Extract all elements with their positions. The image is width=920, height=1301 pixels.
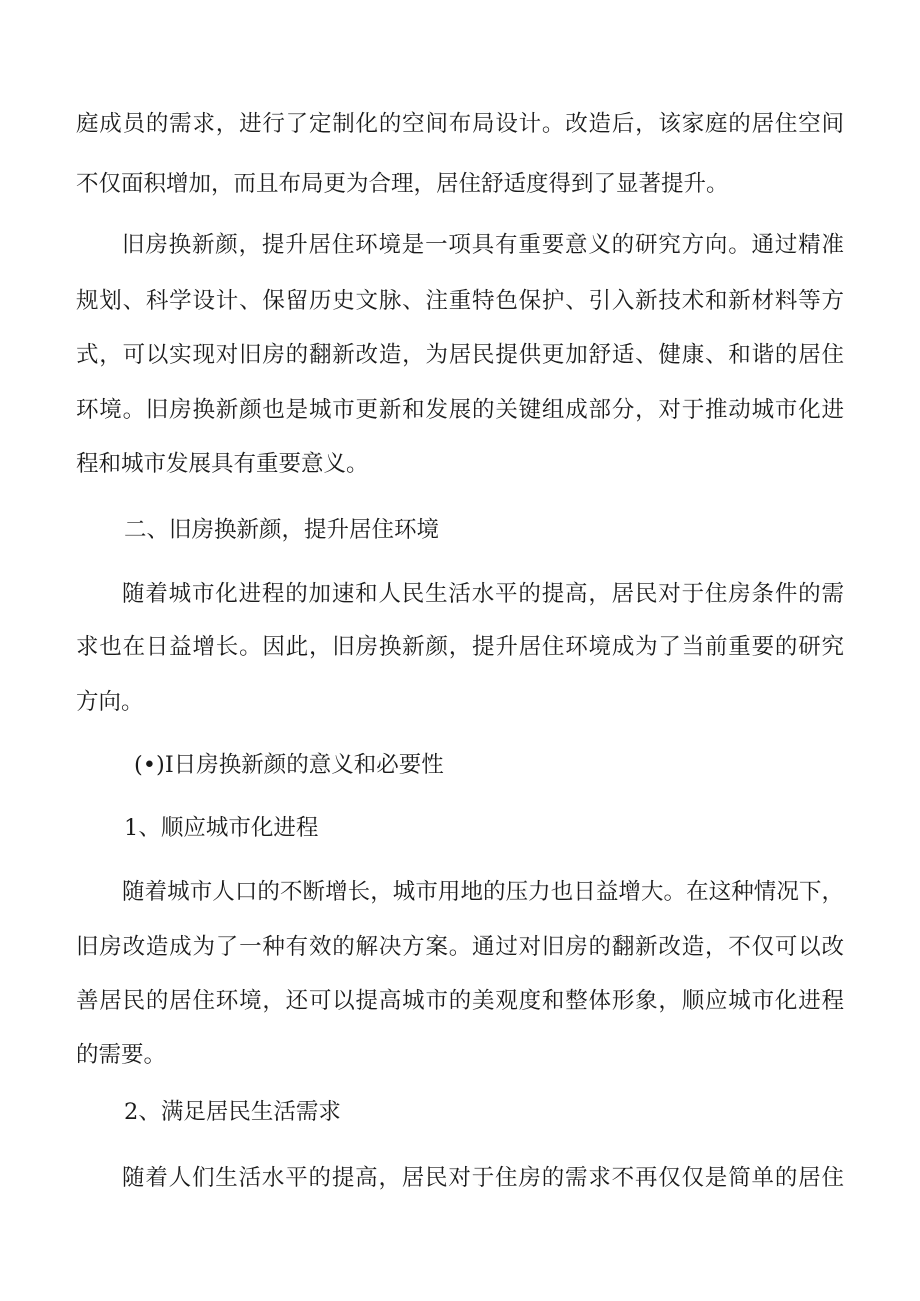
paragraph-2-line-3: 式，可以实现对旧房的翻新改造，为居民提供更加舒适、健康、和谐的居住 <box>76 342 844 368</box>
paragraph-5-line-1: 随着人们生活水平的提高，居民对于住房的需求不再仅仅是简单的居住 <box>122 1165 844 1191</box>
paragraph-4-line-2: 旧房改造成为了一种有效的解决方案。通过对旧房的翻新改造，不仅可以改 <box>76 934 844 960</box>
paragraph-2-line-5: 程和城市发展具有重要意义。 <box>76 451 369 477</box>
subheading-1: (•)I日房换新颜的意义和必要性 <box>134 752 444 778</box>
paragraph-4-line-1: 随着城市人口的不断增长，城市用地的压力也日益增大。在这种情况下， <box>122 879 844 905</box>
section-heading-2: 二、旧房换新颜，提升居住环境 <box>124 517 440 543</box>
paragraph-2-line-2: 规划、科学设计、保留历史文脉、注重特色保护、引入新技术和新材料等方 <box>76 288 844 314</box>
paragraph-2-line-1: 旧房换新颜，提升居住环境是一项具有重要意义的研究方向。通过精准 <box>122 232 844 258</box>
paragraph-4-line-3: 善居民的居住环境，还可以提高城市的美观度和整体形象，顺应城市化进程 <box>76 988 844 1014</box>
paragraph-3-line-2: 求也在日益增长。因此，旧房换新颜，提升居住环境成为了当前重要的研究 <box>76 634 844 660</box>
paragraph-1-line-2: 不仅面积增加，而且布局更为合理，居住舒适度得到了显著提升。 <box>76 171 729 197</box>
item-2-heading: 2、满足居民生活需求 <box>124 1099 341 1125</box>
item-1-heading: 1、顺应城市化进程 <box>124 815 319 841</box>
paragraph-3-line-3: 方向。 <box>76 689 144 715</box>
paragraph-3-line-1: 随着城市化进程的加速和人民生活水平的提高，居民对于住房条件的需 <box>122 581 844 607</box>
paragraph-4-line-4: 的需要。 <box>76 1042 167 1068</box>
paragraph-1-line-1: 庭成员的需求，进行了定制化的空间布局设计。改造后，该家庭的居住空间 <box>76 111 844 137</box>
paragraph-2-line-4: 环境。旧房换新颜也是城市更新和发展的关键组成部分，对于推动城市化进 <box>76 397 844 423</box>
